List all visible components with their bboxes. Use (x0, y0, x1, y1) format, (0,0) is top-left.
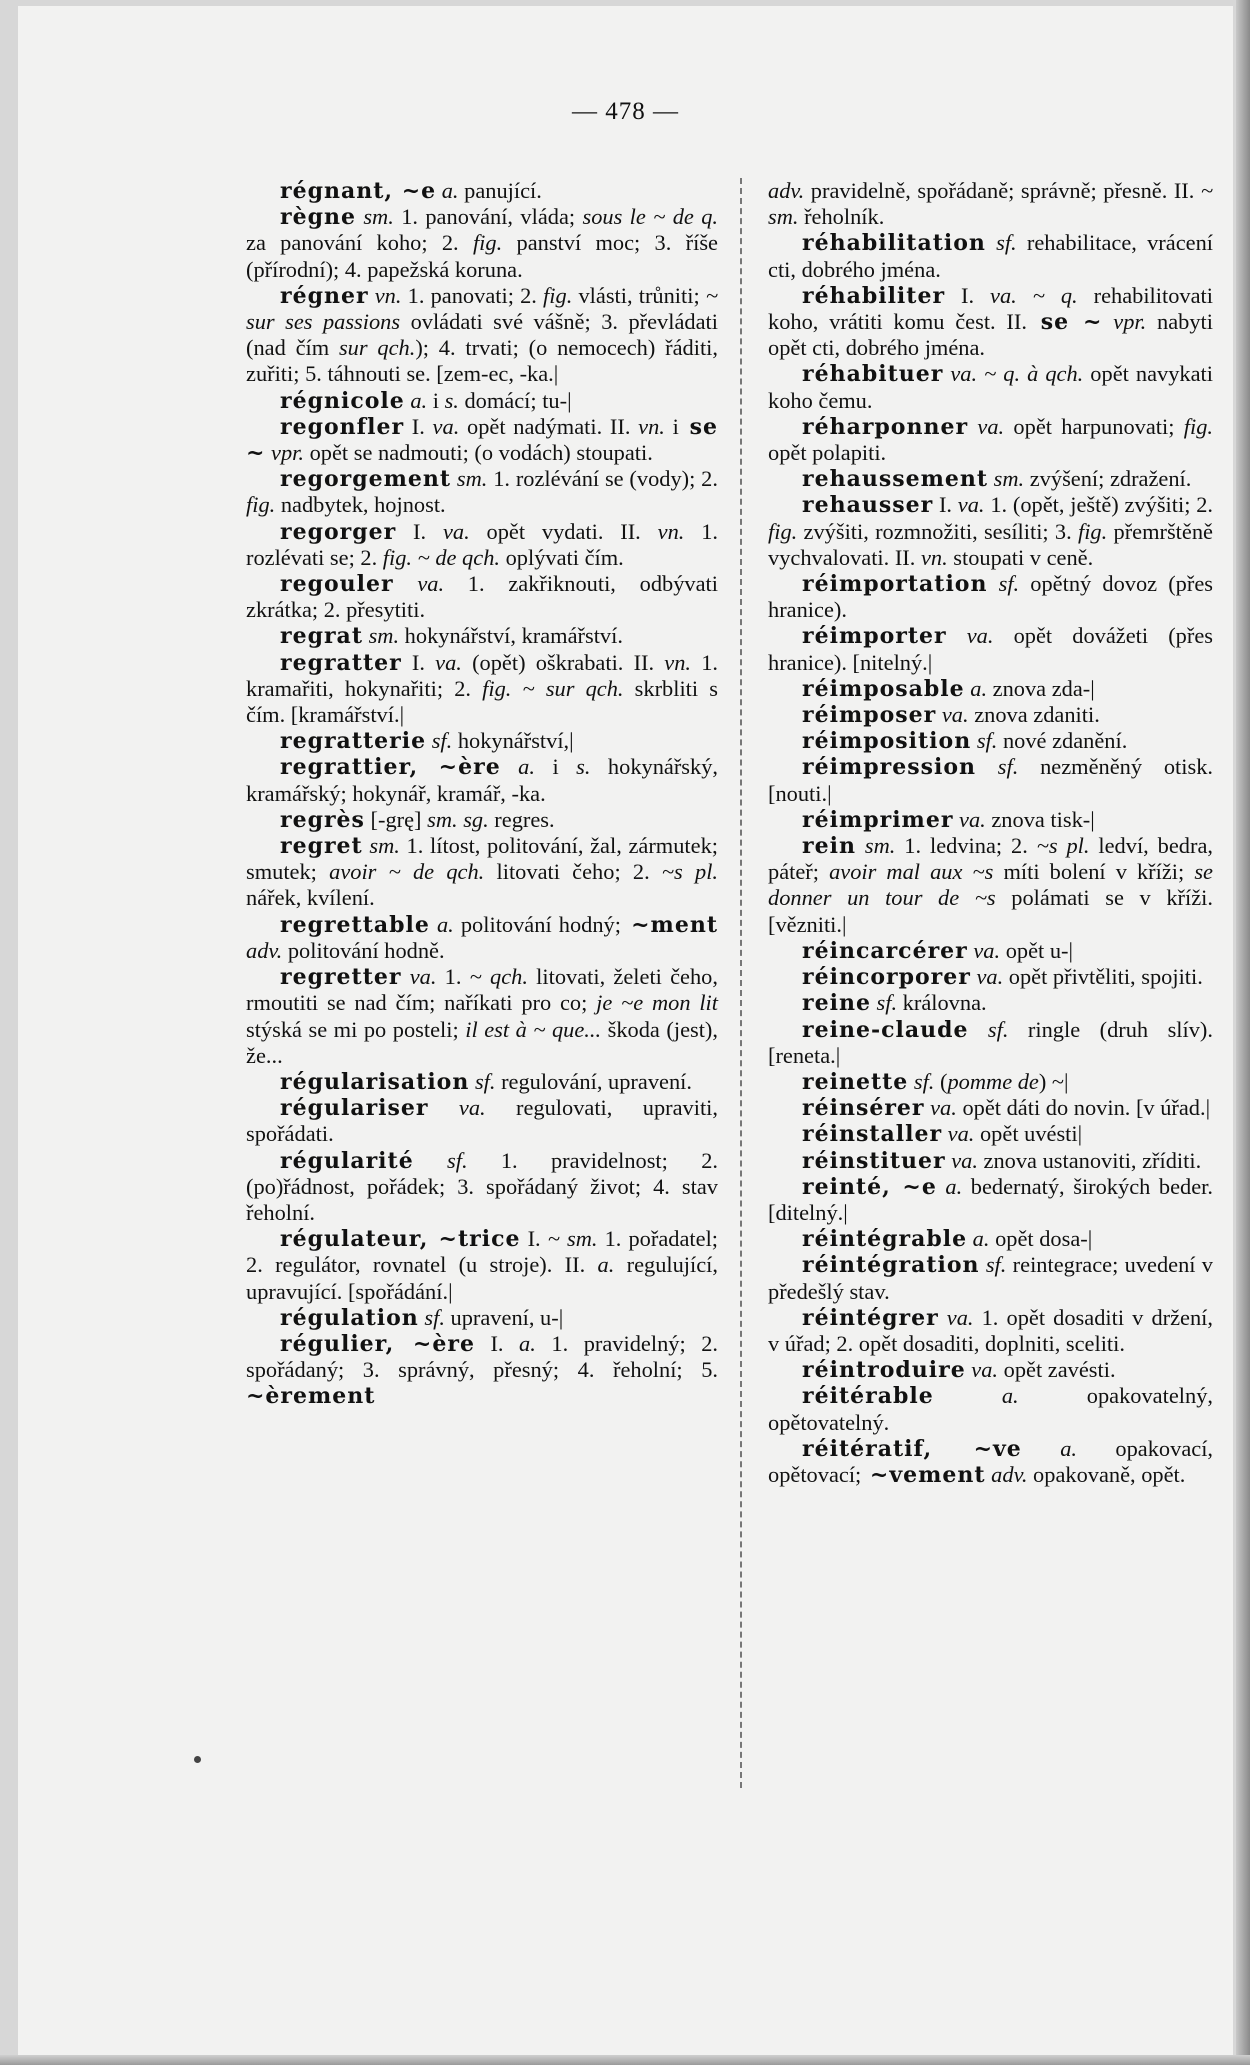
definition-text: I. (933, 492, 953, 518)
headword: réinsérer (802, 1095, 925, 1122)
dictionary-entry (246, 1305, 718, 1331)
grammar-label: va. (938, 1304, 974, 1330)
grammar-label: sf. (908, 1068, 935, 1094)
definition-text: vlásti, trůniti; (572, 282, 700, 308)
grammar-label: sf. (987, 571, 1020, 597)
grammar-label: fig. (246, 492, 276, 518)
headword: régulateur, ~trice (280, 1226, 521, 1253)
definition-text: i (534, 754, 559, 780)
headword: réitératif, ~ve (802, 1435, 1022, 1462)
grammar-label: sous le ~ de q. (575, 204, 718, 230)
dictionary-entry (768, 833, 1213, 938)
dictionary-entry (246, 1331, 718, 1410)
definition-text: nezměněný otisk. [nouti.| (768, 754, 1213, 806)
grammar-label: fig. (458, 230, 503, 256)
definition-text: opětný dovoz (přes hranice). (768, 571, 1213, 623)
definition-text: řeholník. (798, 204, 885, 230)
grammar-label: va. (965, 1357, 999, 1383)
definition-text: 1. panovati; 2. (401, 282, 537, 308)
grammar-label: vpr. (1102, 309, 1147, 335)
headword: regorger (280, 518, 397, 545)
definition-text: stýská se mi po posteli; (246, 1016, 459, 1042)
definition-text: skrbliti s čím. [kramářství.| (246, 675, 718, 728)
grammar-label: a. (436, 178, 459, 203)
headword: regorgement (280, 466, 452, 493)
definition-text: I. (404, 413, 425, 439)
left-column (246, 178, 718, 1410)
grammar-label: a. (967, 1226, 990, 1252)
dictionary-entry (768, 466, 1213, 492)
definition-text: zvýšiti, rozmnožiti, sesíliti; 3. (797, 518, 1072, 544)
headword: se ~ (1026, 309, 1103, 336)
definition-text: rehabilitovati koho, vrátiti komu čest. II. (768, 282, 1213, 335)
definition-text: 1. ledvina; 2. (895, 833, 1028, 859)
headword: réitérable (802, 1383, 934, 1410)
definition-text: reintegrace; uvedení v předešlý stav. (768, 1252, 1213, 1304)
headword: se ~ (246, 413, 718, 467)
headword: ~ment (620, 911, 718, 938)
grammar-label: a. (936, 1173, 963, 1199)
definition-text: opět nadýmati. II. (459, 413, 631, 439)
headword: réhabilitation (802, 230, 986, 257)
grammar-label: sf. (979, 1252, 1007, 1278)
headword: regrès (280, 806, 365, 833)
dictionary-entry (768, 1069, 1213, 1095)
definition-text: ringle (druh slív). [reneta.| (768, 1016, 1213, 1068)
definition-text: opět dovážeti (přes hranice). [nitelný.| (768, 623, 1213, 675)
grammar-label: s. (558, 754, 591, 780)
definition-text: politování hodný; (453, 911, 621, 937)
grammar-label: va. ~ q. à qch. (943, 361, 1084, 387)
definition-text: regulující, upravující. [spořádání.| (246, 1252, 719, 1304)
headword: régulation (280, 1304, 419, 1331)
headword: réintroduire (802, 1357, 966, 1384)
definition-text: opět zavésti. (998, 1357, 1116, 1383)
definition-text: 1. (opět, ještě) zvýšiti; 2. (984, 492, 1213, 518)
page-number: — 478 — (572, 98, 679, 125)
definition-text: nářek, kvílení. (246, 885, 375, 911)
definition-text: zvýšení; zdražení. (1024, 466, 1192, 492)
headword: régulariser (280, 1095, 429, 1122)
headword: regretter (280, 964, 402, 991)
headword: regratter (280, 649, 402, 676)
grammar-label: va. (970, 964, 1004, 990)
dictionary-entry (246, 650, 718, 729)
grammar-label: a. (503, 1330, 536, 1356)
dictionary-entry (768, 571, 1213, 623)
grammar-label: sm. (362, 833, 400, 859)
grammar-label: sf. (418, 1304, 445, 1330)
definition-text: panství moc; 3. říše (přírodní); 4. papežská koruna. (246, 230, 718, 282)
definition-text: regulovati, upraviti, spořádati. (246, 1095, 718, 1147)
definition-text: oplývati čím. (500, 544, 624, 570)
headword: rehaussement (802, 466, 989, 493)
dictionary-entry (768, 1148, 1213, 1174)
definition-text: [-grę] (364, 806, 422, 832)
grammar-label: vpr. (265, 440, 304, 466)
grammar-label: sf. (976, 754, 1019, 780)
dictionary-entry (768, 1252, 1213, 1304)
headword: réimposition (802, 728, 972, 755)
definition-text: 1. pravidelný; 2. spořádaný; 3. správný, přesný; 4. řeholní; 5. (246, 1330, 718, 1383)
headword: réimpression (802, 754, 976, 781)
definition-text: I. (474, 1330, 504, 1356)
grammar-label: fig. ~ de qch. (377, 544, 500, 570)
dictionary-entry (246, 388, 718, 414)
grammar-label: sm. (988, 466, 1025, 492)
definition-text: opět se nadmouti; (o vodách) stoupati. (304, 440, 653, 466)
definition-text: za panování koho; 2. (246, 230, 459, 256)
grammar-label: se donner un tour de ~s (768, 859, 1213, 911)
definition-text: 1. rozlévání se (vody); 2. (487, 466, 718, 492)
definition-text: politování hodně. (282, 937, 445, 963)
definition-text: i (664, 413, 679, 439)
grammar-label: fig. ~ sur qch. (471, 675, 624, 701)
grammar-label: va. (424, 413, 460, 439)
grammar-label: va. (393, 571, 445, 597)
dictionary-entry (246, 204, 718, 283)
definition-text: hokynářský, kramářský; hokynář, kramář, -ka. (246, 754, 718, 806)
definition-text: litovati čeho; 2. (484, 859, 650, 885)
grammar-label: va. (401, 964, 437, 990)
definition-text: opět navykati koho čemu. (768, 361, 1213, 413)
grammar-label: fig. (1071, 518, 1108, 544)
dictionary-page (18, 6, 1233, 2056)
dictionary-entry (768, 414, 1213, 466)
dictionary-entry (768, 1383, 1213, 1435)
headword: rehausser (802, 492, 934, 519)
headword: réhabiliter (802, 282, 946, 309)
grammar-label: vn. (654, 649, 692, 675)
book-edge-bottom (0, 2055, 1250, 2065)
headword: reine (802, 990, 871, 1017)
dictionary-entry (246, 283, 718, 388)
dictionary-entry (246, 466, 718, 518)
headword: réharponner (802, 413, 969, 440)
headword: réintégration (802, 1252, 980, 1279)
grammar-label: avoir mal aux ~s (818, 859, 994, 885)
headword: réimprimer (802, 806, 954, 833)
headword: régner (280, 282, 369, 309)
dictionary-entry (768, 728, 1213, 754)
definition-text: opět vydati. II. (469, 518, 641, 544)
grammar-label: va. (945, 1147, 978, 1173)
definition-text: opakovaně, opět. (1027, 1461, 1186, 1487)
dictionary-entry (246, 623, 718, 649)
dictionary-entry (768, 492, 1213, 571)
headword: regratterie (280, 728, 427, 755)
dictionary-entry (768, 702, 1213, 728)
definition-text: opět u-| (1000, 937, 1073, 963)
grammar-label: vn. (640, 518, 685, 544)
headword: rein (802, 833, 856, 860)
headword: reinette (802, 1068, 909, 1095)
grammar-label: adv. (768, 178, 805, 203)
definition-text: znova zda-| (987, 675, 1095, 701)
definition-text: škoda (jest), že... (246, 1016, 718, 1068)
headword: regret (280, 833, 363, 860)
definition-text: 1. (436, 964, 462, 990)
definition-text: nabyti opět cti, dobrého jména. (768, 309, 1213, 361)
definition-text: ledví, bedra, páteř; (768, 833, 1213, 885)
definition-text: opět harpunovati; (1004, 413, 1175, 439)
definition-text: 1. zakřiknouti, odbývati zkrátka; 2. přesytiti. (246, 571, 718, 623)
margin-mark (194, 1756, 201, 1763)
headword: réincarcérer (802, 937, 968, 964)
grammar-label: sf. (971, 728, 998, 754)
book-edge-right (1236, 0, 1250, 2065)
grammar-label: sm. sg. (421, 806, 489, 832)
dictionary-entry (246, 1148, 718, 1227)
headword: reine-claude (802, 1016, 969, 1043)
headword: réimposer (802, 702, 937, 729)
dictionary-entry (246, 178, 718, 204)
dictionary-entry (768, 1226, 1213, 1252)
headword: règne (280, 204, 356, 231)
definition-text: ) ~| (1038, 1068, 1069, 1094)
grammar-label: sm. (362, 623, 400, 649)
definition-text: I. (520, 1226, 541, 1252)
dictionary-entry (246, 1226, 718, 1305)
dictionary-entry (768, 1017, 1213, 1069)
definition-text: panující. (458, 178, 542, 203)
grammar-label: fig. (768, 518, 798, 544)
definition-text: opět polapiti. (768, 440, 887, 466)
column-divider (740, 178, 742, 1788)
definition-text: ); 4. trvati; (o nemocech) řáditi, zuřiti; 5. táhnouti se. [zem-ec, -ka.| (246, 335, 718, 387)
grammar-label: pomme de (947, 1068, 1039, 1094)
headword: réincorporer (802, 964, 971, 991)
definition-text: (opět) oškrabati. II. (461, 649, 655, 675)
headword: réimportation (802, 571, 988, 598)
dictionary-entry (768, 178, 1213, 230)
definition-text: polámati se v kříži. [vězniti.| (768, 885, 1213, 937)
headword: régnant, ~e (280, 178, 437, 204)
grammar-label: a. (1021, 1435, 1077, 1461)
definition-text: litovati, želeti čeho, rmoutiti se nad čím; naříkati pro co; (246, 964, 718, 1016)
grammar-label: va. (924, 1095, 957, 1121)
grammar-label: va. (424, 649, 462, 675)
definition-text: 1. lítost, politování, žal, zármutek; smutek; (246, 833, 718, 885)
headword: régularisation (280, 1068, 470, 1095)
grammar-label: fig. (536, 282, 573, 308)
definition-text: opakovací, opětovací; (768, 1435, 1214, 1487)
definition-text: rehabilitace, vrácení cti, dobrého jména. (768, 230, 1213, 282)
dictionary-entry (768, 938, 1213, 964)
definition-text: opět přivtěliti, spojiti. (1003, 964, 1203, 990)
grammar-label: adv. (985, 1461, 1028, 1487)
definition-text: stoupati v ceně. (947, 544, 1094, 570)
dictionary-entry (768, 1121, 1213, 1147)
definition-text: upravení, u-| (444, 1304, 564, 1330)
grammar-label: va. (953, 806, 986, 832)
headword: réimposable (802, 675, 965, 702)
definition-text: znova tisk-| (985, 806, 1095, 832)
definition-text: ( (934, 1068, 948, 1094)
definition-text: přemrštěně vychvalovati. II. (768, 518, 1213, 570)
dictionary-entry (246, 754, 718, 806)
dictionary-entry (768, 1305, 1213, 1357)
dictionary-entry (246, 1069, 718, 1095)
grammar-label: sf. (968, 1016, 1009, 1042)
definition-text: opakovatelný, opětovatelný. (768, 1383, 1213, 1435)
headword: régularité (280, 1147, 414, 1174)
dictionary-entry (246, 414, 718, 466)
grammar-label: sm. (855, 833, 896, 859)
definition-text: i (427, 387, 439, 413)
dictionary-entry (768, 1436, 1213, 1488)
dictionary-entry (768, 1357, 1213, 1383)
grammar-label: va. (428, 1095, 486, 1121)
grammar-label: ~ sur ses passions (246, 282, 718, 335)
definition-text: královna. (897, 990, 987, 1016)
headword: réhabituer (802, 361, 944, 388)
grammar-label: va. (952, 492, 985, 518)
grammar-label: vn. (915, 544, 948, 570)
headword: reinté, ~e (802, 1173, 937, 1200)
definition-text: 1. rozlévati se; 2. (246, 518, 718, 570)
grammar-label: va. (967, 937, 1001, 963)
definition-text: znova zdaniti. (968, 702, 1100, 728)
definition-text: 1. pravidelnost; 2. (po)řádnost, pořádek; 3. spořádaný život; 4. stav řeholní. (246, 1147, 718, 1225)
grammar-label: a. (585, 1252, 615, 1278)
grammar-label: ~s pl. (1027, 833, 1090, 859)
headword: réimporter (802, 623, 947, 650)
right-column (768, 178, 1213, 1488)
grammar-label: sf. (469, 1068, 496, 1094)
dictionary-entry (246, 519, 718, 571)
grammar-label: sf. (985, 230, 1017, 256)
headword: regonfler (280, 413, 405, 440)
headword: régulier, ~ère (280, 1330, 475, 1357)
dictionary-entry (768, 361, 1213, 413)
dictionary-entry (246, 1095, 718, 1147)
grammar-label: ~ sm. (540, 1226, 598, 1252)
dictionary-entry (246, 571, 718, 623)
grammar-label: a. (500, 754, 535, 780)
definition-text: nadbytek, hojnost. (275, 492, 446, 518)
headword: regrattier, ~ère (280, 754, 501, 781)
grammar-label: va. (968, 413, 1005, 439)
grammar-label: sm. (355, 204, 394, 230)
dictionary-entry (768, 676, 1213, 702)
grammar-label: a. (933, 1383, 1019, 1409)
grammar-label: va. (946, 623, 994, 649)
headword: réinstaller (802, 1121, 943, 1148)
definition-text: I. (396, 518, 427, 544)
dictionary-entry (768, 623, 1213, 675)
grammar-label: vn. (368, 282, 402, 308)
definition-text: 1. pořadatel; 2. regulátor, rovnatel (u stroje). II. (246, 1226, 719, 1278)
definition-text: hokynářství,| (452, 728, 574, 754)
dictionary-entry (246, 728, 718, 754)
grammar-label: sur qch. (329, 335, 416, 361)
grammar-label: va. (942, 1121, 975, 1147)
grammar-label: s. (438, 387, 459, 413)
headword: ~èrement (246, 1383, 376, 1410)
grammar-label: va. (426, 518, 470, 544)
headword: réintégrable (802, 1226, 968, 1253)
definition-text: opět dáti do novin. [v úřad.| (956, 1095, 1211, 1121)
definition-text: bedernatý, širokých beder. [ditelný.| (768, 1173, 1213, 1225)
dictionary-entry (768, 807, 1213, 833)
grammar-label: fig. (1174, 413, 1213, 439)
grammar-label: ~s pl. (649, 859, 719, 885)
headword: réinstituer (802, 1147, 946, 1174)
dictionary-entry (768, 283, 1213, 362)
grammar-label: a. (404, 387, 428, 413)
dictionary-entry (246, 964, 718, 1069)
dictionary-entry (768, 230, 1213, 282)
definition-text: 1. kramařiti, hokynařiti; 2. (246, 649, 719, 701)
dictionary-entry (246, 912, 718, 964)
definition-text: 1. panování, vláda; (393, 204, 576, 230)
headword: regouler (280, 571, 394, 598)
headword: regrat (280, 623, 363, 650)
grammar-label: ~ qch. (461, 964, 528, 990)
definition-text: nové zdanění. (997, 728, 1128, 754)
headword: réintégrer (802, 1304, 939, 1331)
definition-text: znova ustanoviti, zříditi. (977, 1147, 1202, 1173)
definition-text: 1. opět dosaditi v držení, v úřad; 2. opět dosaditi, doplniti, sceliti. (768, 1304, 1213, 1356)
definition-text: I. (945, 282, 975, 308)
dictionary-entry (768, 1174, 1213, 1226)
dictionary-entry (768, 1095, 1213, 1121)
grammar-label: a. (429, 911, 454, 937)
headword: ~vement (861, 1461, 986, 1488)
dictionary-entry (246, 833, 718, 912)
definition-text: domácí; tu-| (458, 387, 572, 413)
grammar-label: avoir ~ de qch. (316, 859, 485, 885)
definition-text: pravidelně, spořádaně; správně; přesně. II. (804, 178, 1195, 203)
grammar-label: sf. (426, 728, 453, 754)
grammar-label: ~ sm. (768, 178, 1213, 230)
dictionary-entry (768, 754, 1213, 806)
definition-text: ovládati své vášně; 3. převládati (nad čím (246, 309, 718, 361)
grammar-label: a. (964, 675, 988, 701)
definition-text: regres. (488, 806, 555, 832)
grammar-label: sf. (870, 990, 898, 1016)
headword: regrettable (280, 911, 430, 938)
grammar-label: adv. (246, 937, 283, 963)
definition-text: regulování, upravení. (495, 1068, 692, 1094)
dictionary-entry (246, 807, 718, 833)
grammar-label: vn. (630, 413, 665, 439)
grammar-label: va. (936, 702, 969, 728)
headword: régnicole (280, 387, 405, 414)
grammar-label: je ~e mon lit (587, 990, 718, 1016)
definition-text: opět uvésti| (974, 1121, 1083, 1147)
grammar-label: sf. (413, 1147, 468, 1173)
definition-text: opět dosa-| (989, 1226, 1093, 1252)
definition-text: I. (401, 649, 425, 675)
definition-text: míti bolení v kříži; (993, 859, 1185, 885)
definition-text: hokynářství, kramářství. (399, 623, 623, 649)
grammar-label: va. ~ q. (974, 282, 1078, 308)
dictionary-entry (768, 964, 1213, 990)
dictionary-entry (768, 990, 1213, 1016)
grammar-label: il est à ~ que... (458, 1016, 602, 1042)
grammar-label: sm. (451, 466, 488, 492)
